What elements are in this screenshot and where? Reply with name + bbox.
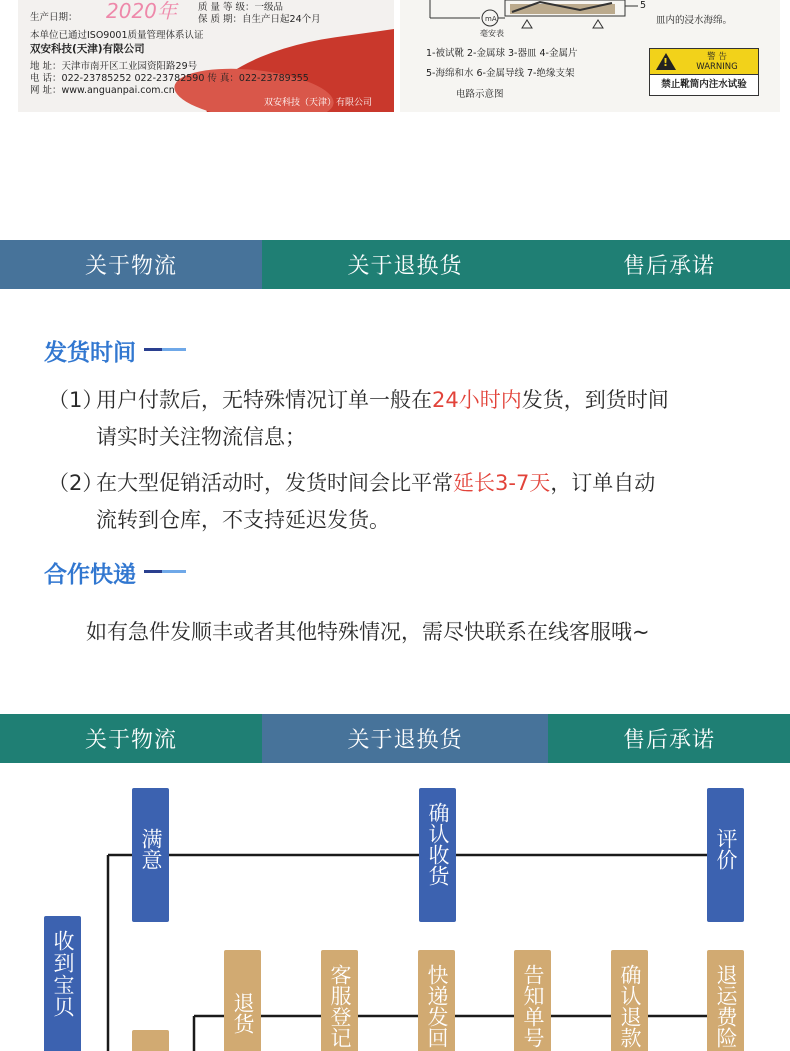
cert-quality-grade: 质 量 等 级：一级品 xyxy=(198,2,284,13)
cert-iso-note: 本单位已通过ISO9001质量管理体系认证 xyxy=(30,30,204,41)
flow-step-label: 满意 xyxy=(139,828,163,870)
cert-website: 网 址：www.anguanpai.com.cn xyxy=(30,85,175,96)
flow-step-tracking-number xyxy=(514,950,551,1051)
warning-text: 禁止靴筒内注水试验 xyxy=(661,79,747,90)
flow-step-confirm-refund xyxy=(611,950,648,1051)
item1-text-b: 发货，到货时间 xyxy=(521,388,669,412)
tabbar-logistics xyxy=(0,240,790,289)
item2-highlight: 延长3-7天 xyxy=(453,471,551,495)
flow-step-return xyxy=(224,950,261,1051)
shipping-time-title: 发货时间 xyxy=(44,340,136,366)
tab-returns[interactable]: 关于退换货 xyxy=(262,240,548,289)
tab-logistics[interactable]: 关于物流 xyxy=(0,240,262,289)
flow-step-label: 确认退款 xyxy=(618,964,642,1048)
tab-after-sales[interactable]: 售后承诺 xyxy=(548,714,790,763)
flow-step-receive xyxy=(44,916,81,1051)
product-info-images xyxy=(0,0,790,118)
item-number: （1） xyxy=(48,388,104,412)
returns-flow-connectors xyxy=(0,763,790,1051)
express-title: 合作快递 xyxy=(44,562,136,588)
flow-step-label: 退货 xyxy=(231,992,255,1034)
flow-step-label: 客服登记 xyxy=(328,964,352,1048)
warning-title: 警 告 xyxy=(707,51,727,62)
ammeter-label: 毫安表 xyxy=(480,29,504,38)
warning-label xyxy=(649,48,759,96)
flow-step-label: 确认收货 xyxy=(426,802,450,886)
diagram-number-5: 5 xyxy=(640,0,647,11)
title-dash-decoration xyxy=(144,348,190,354)
diagram-legend-1: 1-被试靴 2-金属球 3-器皿 4-金属片 xyxy=(426,48,578,59)
cert-production-date: 生产日期： xyxy=(30,12,78,23)
circuit-diagram-card xyxy=(400,0,780,112)
flow-step-label: 快递发回 xyxy=(425,964,449,1048)
shipping-time-heading xyxy=(44,334,190,367)
tab-returns[interactable]: 关于退换货 xyxy=(262,714,548,763)
svg-text:mA: mA xyxy=(485,15,497,23)
diagram-side-note: 皿内的浸水海绵。 xyxy=(656,15,733,26)
tabbar-returns xyxy=(0,714,790,763)
flow-step-cs-register xyxy=(321,950,358,1051)
tab-after-sales[interactable]: 售后承诺 xyxy=(548,240,790,289)
item1-text-a: 用户付款后，无特殊情况订单一般在 xyxy=(96,388,432,412)
flow-step-confirm-receipt xyxy=(419,788,456,922)
flow-step-label: 收到宝贝 xyxy=(51,930,75,1018)
cert-address: 地 址：天津市南开区工业园资阳路29号 xyxy=(30,61,198,72)
cert-footer: 双安科技（天津）有限公司 xyxy=(263,98,372,108)
flow-step-satisfied xyxy=(132,788,169,922)
express-heading xyxy=(44,556,190,589)
diagram-caption: 电路示意图 xyxy=(456,89,504,100)
certificate-stamp: 2020年 xyxy=(106,0,177,23)
cert-shelf-life: 保 质 期：自生产日起24个月 xyxy=(198,14,321,25)
flow-step-ship-back xyxy=(418,950,455,1051)
cert-company-name: 双安科技(天津)有限公司 xyxy=(30,43,145,55)
item2-text-b: ，订单自动 xyxy=(550,471,656,495)
warning-word: WARNING xyxy=(696,61,738,72)
item2-text-a: 在大型促销活动时，发货时间会比平常 xyxy=(96,471,453,495)
title-dash-decoration xyxy=(144,570,190,576)
item1-text-c: 请实时关注物流信息； xyxy=(96,425,306,449)
flow-step-shipping-insurance xyxy=(707,950,744,1051)
flow-step-label: 评价 xyxy=(714,828,738,870)
shipping-item-1 xyxy=(48,382,768,456)
flow-step-label: 退运费险 xyxy=(714,964,738,1048)
circuit-diagram xyxy=(400,0,650,50)
tab-logistics[interactable]: 关于物流 xyxy=(0,714,262,763)
shipping-item-2 xyxy=(48,465,768,539)
diagram-legend-2: 5-海绵和水 6-金属导线 7-绝缘支架 xyxy=(426,68,575,79)
certificate-card xyxy=(18,0,394,112)
warning-triangle-icon: ! xyxy=(656,53,676,70)
flow-step-small-tan xyxy=(132,1030,169,1051)
item1-highlight: 24小时内 xyxy=(432,388,522,412)
item2-text-c: 流转到仓库，不支持延迟发货。 xyxy=(96,508,390,532)
express-note: 如有急件发顺丰或者其他特殊情况，需尽快联系在线客服哦~ xyxy=(86,620,650,644)
cert-phone: 电 话：022-23785252 022-23782590 传 真：022-23789355 xyxy=(30,73,309,84)
flow-step-review xyxy=(707,788,744,922)
item-number: （2） xyxy=(48,471,104,495)
flow-step-label: 告知单号 xyxy=(521,964,545,1048)
